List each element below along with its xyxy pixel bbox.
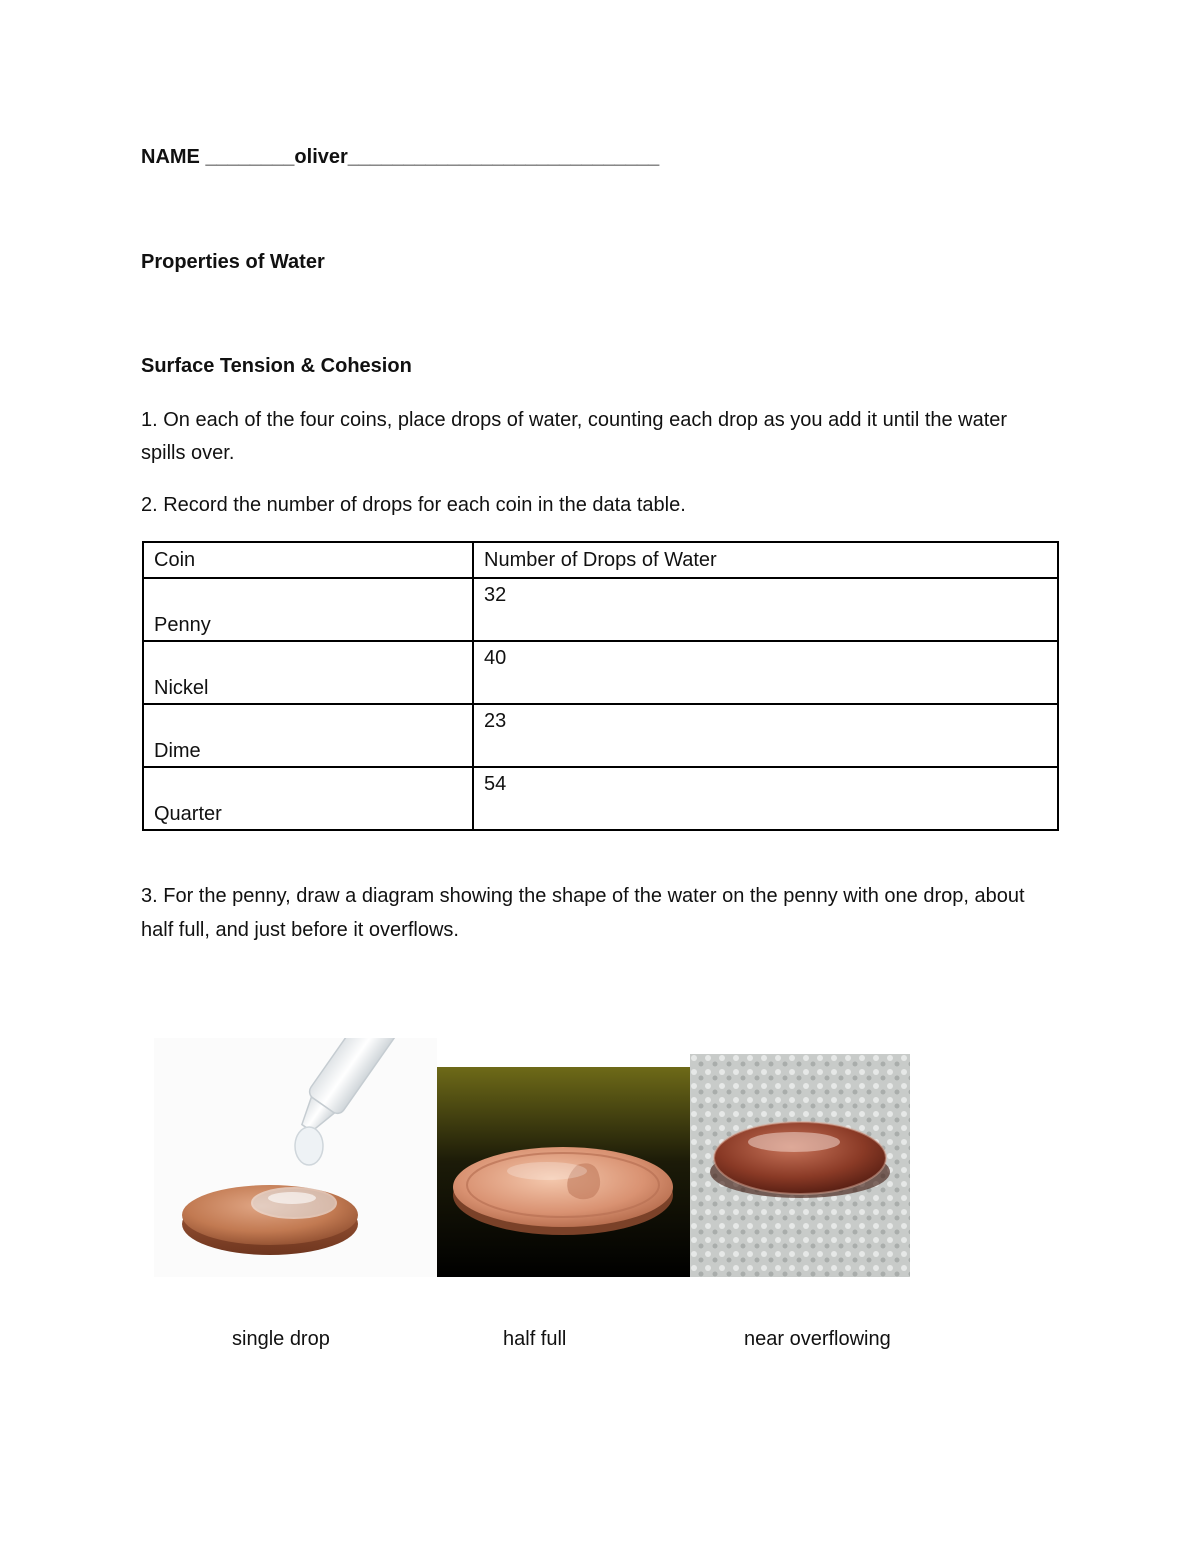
- coin-column-header: Coin: [143, 542, 473, 578]
- coin-cell: [143, 641, 473, 704]
- drops-cell: [473, 704, 1058, 767]
- instruction-step-3: 3. For the penny, draw a diagram showing the shape of the water on the penny with one drop, about half full, and just before it overflows.: [141, 885, 1025, 941]
- coin-cell: [143, 767, 473, 830]
- instruction-step-2: 2. Record the number of drops for each coin in the data table.: [141, 494, 686, 516]
- drops-data-table: [142, 541, 1059, 831]
- near-overflowing-photo: [690, 1054, 910, 1277]
- penny-near-overflowing-image: [690, 1054, 910, 1277]
- half-full-photo: [437, 1067, 690, 1277]
- coin-name: Quarter: [154, 803, 222, 825]
- coin-name: Penny: [154, 614, 211, 636]
- caption-half-full: half full: [503, 1328, 567, 1350]
- drops-cell: [473, 767, 1058, 830]
- drops-cell: [473, 578, 1058, 641]
- drops-value: 40: [484, 647, 507, 669]
- single-drop-photo: [154, 1038, 437, 1277]
- section-title: Surface Tension & Cohesion: [141, 355, 412, 377]
- table-row: [143, 641, 1058, 704]
- coin-name: Dime: [154, 740, 201, 762]
- table-row: [143, 704, 1058, 767]
- penny-with-dropper-image: [154, 1038, 437, 1277]
- table-row: [143, 767, 1058, 830]
- coin-cell: [143, 704, 473, 767]
- instruction-step-1: 1. On each of the four coins, place drops of water, counting each drop as you add it until the water spills over.: [141, 409, 1008, 464]
- name-line: NAME ________oliver____________________________: [141, 146, 660, 168]
- table-row: [143, 578, 1058, 641]
- drops-value: 23: [484, 710, 507, 732]
- caption-near-overflowing: near overflowing: [744, 1328, 891, 1350]
- coin-cell: [143, 578, 473, 641]
- drops-value: 54: [484, 773, 507, 795]
- coin-name: Nickel: [154, 677, 209, 699]
- penny-half-full-image: [437, 1067, 690, 1277]
- caption-single-drop: single drop: [232, 1328, 330, 1350]
- drops-column-header: Number of Drops of Water: [473, 542, 1058, 578]
- drops-value: 32: [484, 584, 507, 606]
- drops-cell: [473, 641, 1058, 704]
- table-header-row: [143, 542, 1058, 578]
- document-title: Properties of Water: [141, 251, 325, 273]
